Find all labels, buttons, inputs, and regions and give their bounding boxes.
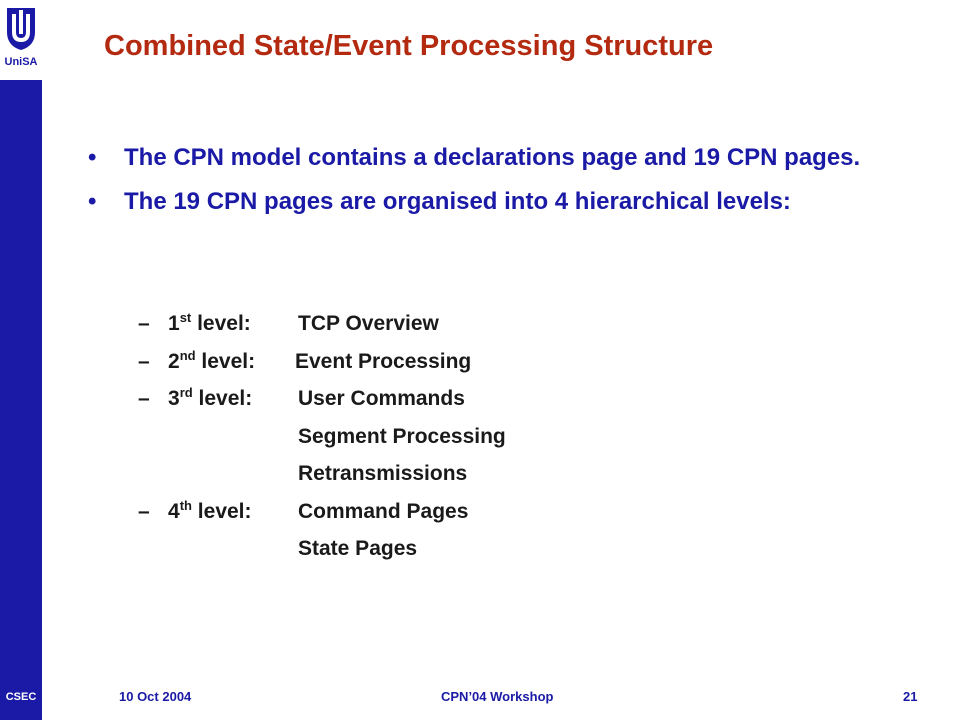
footer-event: CPN’04 Workshop — [441, 689, 554, 704]
bullet-text: The CPN model contains a declarations page and 19 CPN pages. — [124, 144, 861, 171]
level-item — [138, 380, 838, 418]
bullet-item — [88, 184, 928, 220]
level-value: State Pages — [298, 537, 418, 560]
level-item-continuation — [138, 418, 838, 456]
unisa-shield-icon — [5, 6, 37, 52]
levels-list — [138, 305, 838, 568]
footer-page-number: 21 — [903, 689, 918, 704]
level-item — [138, 305, 838, 343]
dash-icon: – — [138, 349, 150, 373]
level-value: Event Processing — [295, 349, 472, 373]
level-value: Command Pages — [298, 499, 469, 523]
bullet-dot-icon: • — [88, 188, 97, 215]
footer-org: CSEC — [5, 691, 37, 703]
dash-icon: – — [138, 312, 150, 335]
level-value: TCP Overview — [298, 312, 439, 335]
bullet-list — [88, 140, 928, 228]
level-value: User Commands — [298, 387, 465, 410]
level-label: 1st level: — [168, 310, 251, 335]
unisa-logo — [0, 0, 42, 80]
sidebar-stripe — [0, 0, 42, 720]
level-label: 3rd level: — [168, 385, 253, 410]
bullet-text: The 19 CPN pages are organised into 4 hierarchical levels: — [124, 188, 791, 215]
logo-text: UniSA — [4, 56, 38, 68]
level-item-continuation — [138, 530, 838, 568]
slide-title: Combined State/Event Processing Structure — [104, 30, 714, 62]
level-item — [138, 343, 838, 381]
level-value: Segment Processing — [298, 424, 506, 448]
footer-date: 10 Oct 2004 — [119, 689, 192, 704]
level-value: Retransmissions — [298, 462, 468, 485]
level-item — [138, 493, 838, 531]
dash-icon: – — [138, 499, 150, 523]
dash-icon: – — [138, 387, 150, 410]
level-item-continuation — [138, 455, 838, 493]
bullet-item — [88, 140, 928, 176]
level-label: 2nd level: — [168, 347, 256, 373]
level-label: 4th level: — [168, 497, 252, 523]
bullet-dot-icon: • — [88, 144, 97, 171]
